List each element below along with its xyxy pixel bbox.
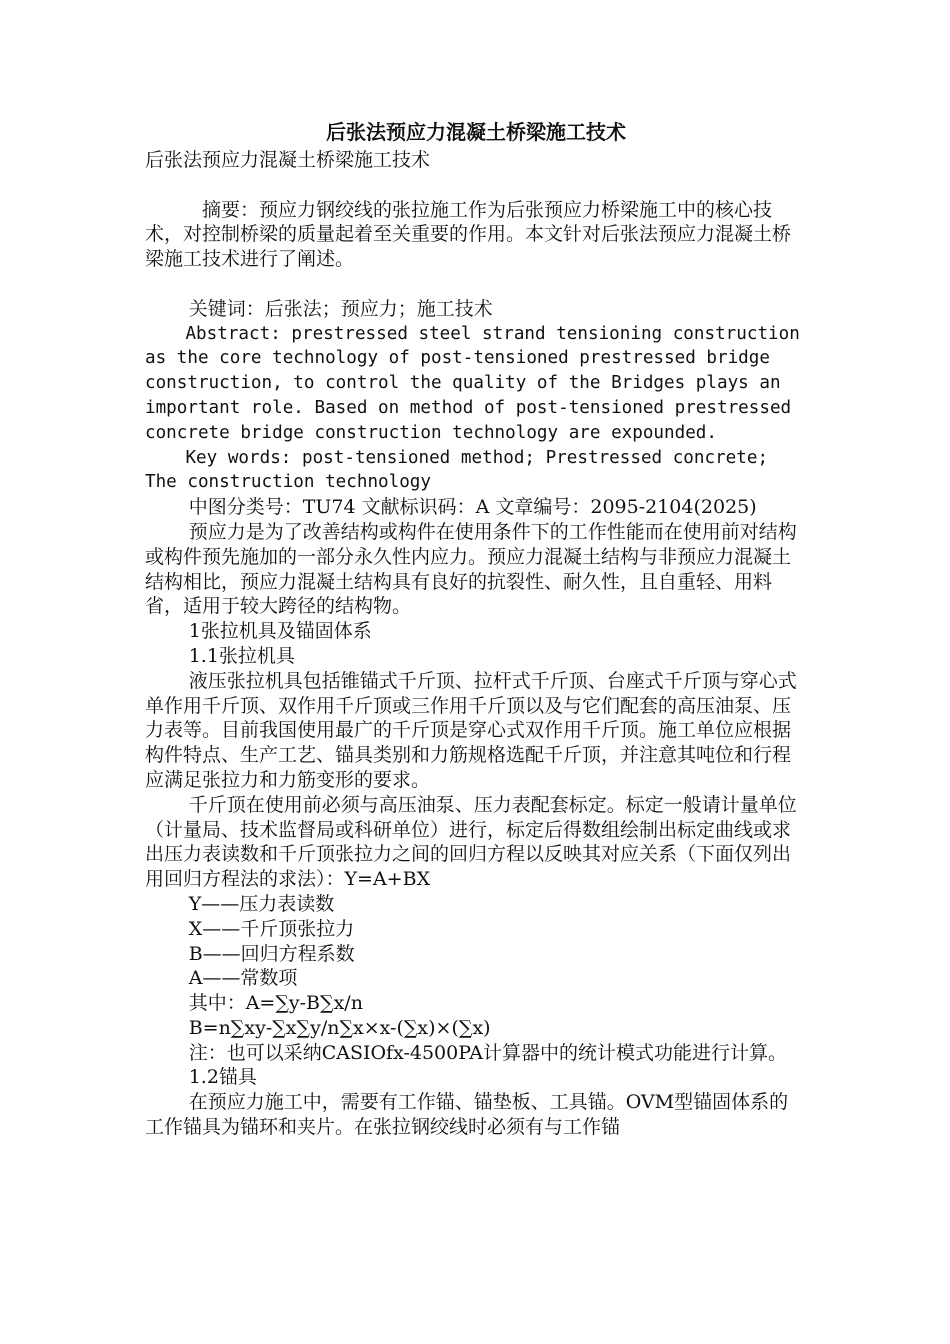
formula-a: 其中：A=∑y-B∑x/n (188, 992, 363, 1015)
paragraph-calibration: 千斤顶在使用前必须与高压油泵、压力表配套标定。标定一般请计量单位（计量局、技术监督局或科研单位）进行，标定后得数组绘制出标定曲线或求出压力表读数和千斤顶张拉力之间的回归方程以反映其对应关系（下面仅列出用回归方程法的求法）：Y=A+BX (145, 793, 797, 891)
keywords-chinese: 关键词：后张法；预应力；施工技术 (188, 297, 493, 320)
formula-b: B=n∑xy-∑x∑y/n∑x×x-(∑x)×(∑x) (188, 1016, 491, 1039)
note-paragraph: 注：也可以采纳CASIOfx-4500PA计算器中的统计模式功能进行计算。 (188, 1041, 787, 1064)
intro-paragraph: 预应力是为了改善结构或构件在使用条件下的工作性能而在使用前对结构或构件预先施加的一部分永久性内应力。预应力混凝土结构与非预应力混凝土结构相比，预应力混凝土结构具有良好的抗裂性、耐久性，且自重轻、用料省，适用于较大跨径的结构物。 (145, 520, 797, 618)
paragraph-anchor: 在预应力施工中，需要有工作锚、锚垫板、工具锚。OVM型锚固体系的工作锚具为锚环和夹片。在张拉钢绞线时必须有与工作锚 (145, 1091, 789, 1139)
paragraph-jacks: 液压张拉机具包括锥锚式千斤顶、拉杆式千斤顶、台座式千斤顶与穿心式单作用千斤顶、双作用千斤顶或三作用千斤顶以及与它们配套的高压油泵、压力表等。目前我国使用最广的千斤顶是穿心式双作用千斤顶。施工单位应根据构件特点、生产工艺、锚具类别和力筋规格选配千斤顶，并注意其吨位和行程应满足张拉力和力筋变形的要求。 (145, 669, 797, 791)
definition-x: X——千斤顶张拉力 (188, 917, 355, 940)
section-heading-1-1: 1.1张拉机具 (188, 644, 295, 667)
document-subtitle: 后张法预应力混凝土桥梁施工技术 (145, 149, 431, 171)
definition-y: Y——压力表读数 (188, 892, 335, 915)
definition-a: A——常数项 (188, 967, 298, 990)
abstract-english: Abstract: prestressed steel strand tensioning construction as the core technology of post-tensioned prestressed bridge construction, to control the quality of the Bridges plays an important role. Based on method of post-tensioned prestressed concrete bridge construction technology are expounded. (145, 323, 800, 443)
definition-b: B——回归方程系数 (188, 942, 355, 965)
document-page (145, 118, 807, 1140)
document-title: 后张法预应力混凝土桥梁施工技术 (326, 120, 626, 144)
abstract-chinese: 摘要：预应力钢绞线的张拉施工作为后张预应力桥梁施工中的核心技术，对控制桥梁的质量起着至关重要的作用。本文针对后张法预应力混凝土桥梁施工技术进行了阐述。 (145, 198, 792, 271)
classification-line: 中图分类号：TU74 文献标识码：A 文章编号：2095-2104(2025) (188, 496, 757, 519)
section-heading-1-2: 1.2锚具 (188, 1066, 257, 1089)
blank-line (145, 272, 807, 297)
section-heading-1: 1张拉机具及锚固体系 (188, 620, 372, 643)
keywords-english: Key words: post-tensioned method; Prestressed concrete; The construction technology (145, 447, 769, 493)
blank-line (145, 173, 807, 198)
